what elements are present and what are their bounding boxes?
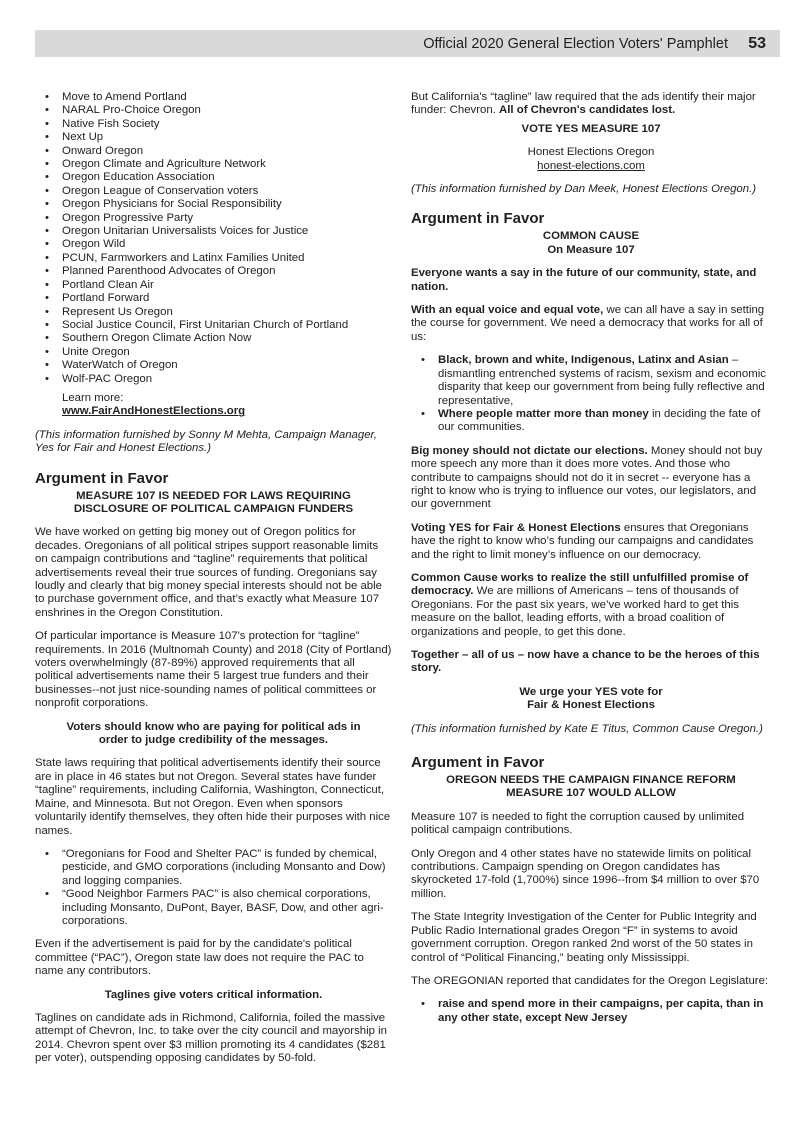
paragraph: Everyone wants a say in the future of our community, state, and nation. xyxy=(411,267,757,293)
argument-subheading: COMMON CAUSE xyxy=(542,230,640,243)
text-bold: Big money should not dictate our elections. xyxy=(411,444,648,457)
supporter-item: • Oregon Physicians for Social Responsibility xyxy=(62,198,392,211)
left-column xyxy=(35,91,392,1076)
argument-subheading: On Measure 107 xyxy=(547,243,635,256)
supporter-item: • Portland Clean Air xyxy=(62,279,392,292)
text-bold: Where people matter more than money xyxy=(438,407,649,420)
supporter-item: • Oregon League of Conservation voters xyxy=(62,185,392,198)
paragraph: Taglines on candidate ads in Richmond, California, foiled the massive attempt of Chevron, Inc. to take over the city council and mayorship in 2014. Chevron spent over $3 million promoting its 4 candidates ($281 per voter), outspending opposing candidates by 50-fold. xyxy=(35,1011,388,1065)
text-bold: All of Chevron's candidates lost. xyxy=(499,104,676,117)
learn-more-link[interactable]: www.FairAndHonestElections.org xyxy=(62,405,246,418)
paragraph xyxy=(411,91,771,118)
list-item xyxy=(438,354,771,408)
argument-subheading: OREGON NEEDS THE CAMPAIGN FINANCE REFORM MEASURE 107 WOULD ALLOW xyxy=(446,774,736,800)
supporter-item: • Oregon Unitarian Universalists Voices for Justice xyxy=(62,225,392,238)
values-list xyxy=(411,354,771,434)
paragraph xyxy=(411,572,771,639)
text-bold: Common Cause works to realize the still unfulfilled promise of democracy. xyxy=(411,571,749,598)
list-item: • “Good Neighbor Farmers PAC” is also chemical corporations, including Monsanto, DuPont, Bayer, BASF, Dow, and other agri-corporations. xyxy=(62,888,392,928)
furnished-by: (This information furnished by Kate E Titus, Common Cause Oregon.) xyxy=(411,722,763,735)
argument-subheading: MEASURE 107 IS NEEDED FOR LAWS REQUIRING DISCLOSURE OF POLITICAL CAMPAIGN FUNDERS xyxy=(73,489,354,515)
argument-heading: Argument in Favor xyxy=(411,754,545,772)
supporter-item: • Wolf-PAC Oregon xyxy=(62,373,392,386)
header-title: Official 2020 General Election Voters' Pamphlet xyxy=(423,36,728,52)
supporter-item: • Oregon Progressive Party xyxy=(62,212,392,225)
list-item xyxy=(438,408,771,435)
text: We are millions of Americans – tens of thousands of Oregonians. For the past six years, we’ve worked hard to get this measure on the ballot, leading efforts, with a broad coalition of organizations and people, to get this done. xyxy=(411,585,739,638)
right-column xyxy=(411,91,771,1025)
org-link[interactable]: honest-elections.com xyxy=(537,159,645,172)
furnished-by: (This information furnished by Dan Meek, Honest Elections Oregon.) xyxy=(411,183,757,196)
supporter-item: • Unite Oregon xyxy=(62,346,392,359)
paragraph: The State Integrity Investigation of the Center for Public Integrity and Public Radio International grades Oregon “F” in systems to avoid government corruption. Oregon ranked 2nd worst of the 50 states in control of “Political Financing,” beating only Mississippi. xyxy=(411,911,757,964)
list-item xyxy=(438,998,771,1025)
text: Money should not buy more speech any more than it does more votes. And those who contribute to campaigns should not do it in secret -- everyone has a right to know who is trying to influence our votes, our legislators, and our government xyxy=(411,444,763,511)
furnished-by: (This information furnished by Sonny M Mehta, Campaign Manager, Yes for Fair and Honest Elections.) xyxy=(35,428,377,455)
oregonian-list xyxy=(411,998,771,1025)
paragraph xyxy=(411,522,771,562)
supporter-item: • PCUN, Farmworkers and Latinx Families United xyxy=(62,252,392,265)
argument-heading: Argument in Favor xyxy=(411,210,545,228)
paragraph: Of particular importance is Measure 107's protection for “tagline” requirements. In 2016 (Multnomah County) and 2018 (City of Portland) voters overwhelmingly (87-89%) approved requirements that all political advertisements name their 5 largest true funders and their businesses--not just nice-sounding names of political committees or nonprofit corporations. xyxy=(35,630,392,710)
supporter-item: • Social Justice Council, First Unitarian Church of Portland xyxy=(62,319,392,332)
org-name: Honest Elections Oregon xyxy=(527,146,655,159)
supporter-item: • Onward Oregon xyxy=(62,145,392,158)
pac-list xyxy=(35,848,392,928)
urge-line: Fair & Honest Elections xyxy=(527,699,655,712)
text: in deciding the fate of our communities. xyxy=(438,407,761,434)
text: But California's “tagline” law required that the ads identify their major funder: Chevron. xyxy=(411,91,756,117)
callout: Voters should know who are paying for political ads in order to judge credibility of the messages. xyxy=(66,720,361,747)
paragraph: Together – all of us – now have a chance to be the heroes of this story. xyxy=(411,649,760,675)
text-bold: With an equal voice and equal vote, xyxy=(411,304,604,317)
vote-yes: VOTE YES MEASURE 107 xyxy=(521,122,661,135)
learn-more xyxy=(35,392,392,419)
paragraph: We have worked on getting big money out of Oregon politics for decades. Oregonians of all political stripes support reasonable limits on campaign contributions and “tagline” requirements that political advertisements reveal their true sources of funding. Oregonians say loudly and clearly that big money special interests should not be able to purchase government office, and that’s exactly what Measure 107 enshrines in the Oregon Constitution. xyxy=(35,526,382,619)
page-number: 53 xyxy=(748,35,766,52)
page-header xyxy=(35,30,780,57)
supporter-item: • WaterWatch of Oregon xyxy=(62,359,392,372)
supporter-item: • Planned Parenthood Advocates of Oregon xyxy=(62,265,392,278)
text: – dismantling entrenched systems of racism, sexism and economic disparity that keep our government from being fully reflective and representative, xyxy=(438,354,766,407)
paragraph xyxy=(411,445,771,512)
paragraph: Measure 107 is needed to fight the corruption caused by unlimited political campaign contributions. xyxy=(411,810,745,837)
text-bold: Black, brown and white, Indigenous, Latinx and Asian xyxy=(438,354,729,367)
learn-more-label: Learn more: xyxy=(62,391,124,404)
text: ensures that Oregonians have the right to know who’s funding our campaigns and candidates and the right to limit money’s influence on our democracy. xyxy=(411,521,754,561)
supporter-item: • Native Fish Society xyxy=(62,118,392,131)
text-bold: Voting YES for Fair & Honest Elections xyxy=(411,521,621,534)
supporter-item: • Oregon Education Association xyxy=(62,171,392,184)
supporters-list xyxy=(35,91,392,386)
urge-line: We urge your YES vote for xyxy=(519,685,663,698)
supporter-item: • Portland Forward xyxy=(62,292,392,305)
supporter-item: • Represent Us Oregon xyxy=(62,306,392,319)
supporter-item: • Move to Amend Portland xyxy=(62,91,392,104)
text: we can all have a say in setting the course for government. We need a democracy that works for all of us: xyxy=(411,304,765,343)
supporter-item: • NARAL Pro-Choice Oregon xyxy=(62,104,392,117)
callout: Taglines give voters critical information. xyxy=(104,988,323,1001)
text-bold: raise and spend more in their campaigns, per capita, than in any other state, except New Jersey xyxy=(438,998,764,1024)
paragraph: Even if the advertisement is paid for by the candidate's political committee (“PAC”), Oregon state law does not require the PAC to name any contributors. xyxy=(35,938,364,978)
argument-heading: Argument in Favor xyxy=(35,469,169,487)
paragraph: The OREGONIAN reported that candidates for the Oregon Legislature: xyxy=(411,974,769,987)
paragraph: State laws requiring that political advertisements identify their source are in place in 46 states but not Oregon. Several states have funder “tagline” requirements, including California, Washington, Connecticut, Maine, and Minnesota. But not Oregon. Even when sponsors voluntarily identify themselves, they often hide their purposes with nice names. xyxy=(35,757,391,837)
supporter-item: • Oregon Wild xyxy=(62,238,392,251)
supporter-item: • Next Up xyxy=(62,131,392,144)
supporter-item: • Southern Oregon Climate Action Now xyxy=(62,332,392,345)
paragraph xyxy=(411,304,771,344)
supporter-item: • Oregon Climate and Agriculture Network xyxy=(62,158,392,171)
paragraph: Only Oregon and 4 other states have no statewide limits on political contributions. Campaign spending on Oregon candidates has skyrocketed 17-fold (1,700%) since 1996--from $4 million to over $70 million. xyxy=(411,847,760,900)
list-item: • “Oregonians for Food and Shelter PAC” is funded by chemical, pesticide, and GMO corporations (including Monsanto and Dow) and logging companies. xyxy=(62,848,392,888)
